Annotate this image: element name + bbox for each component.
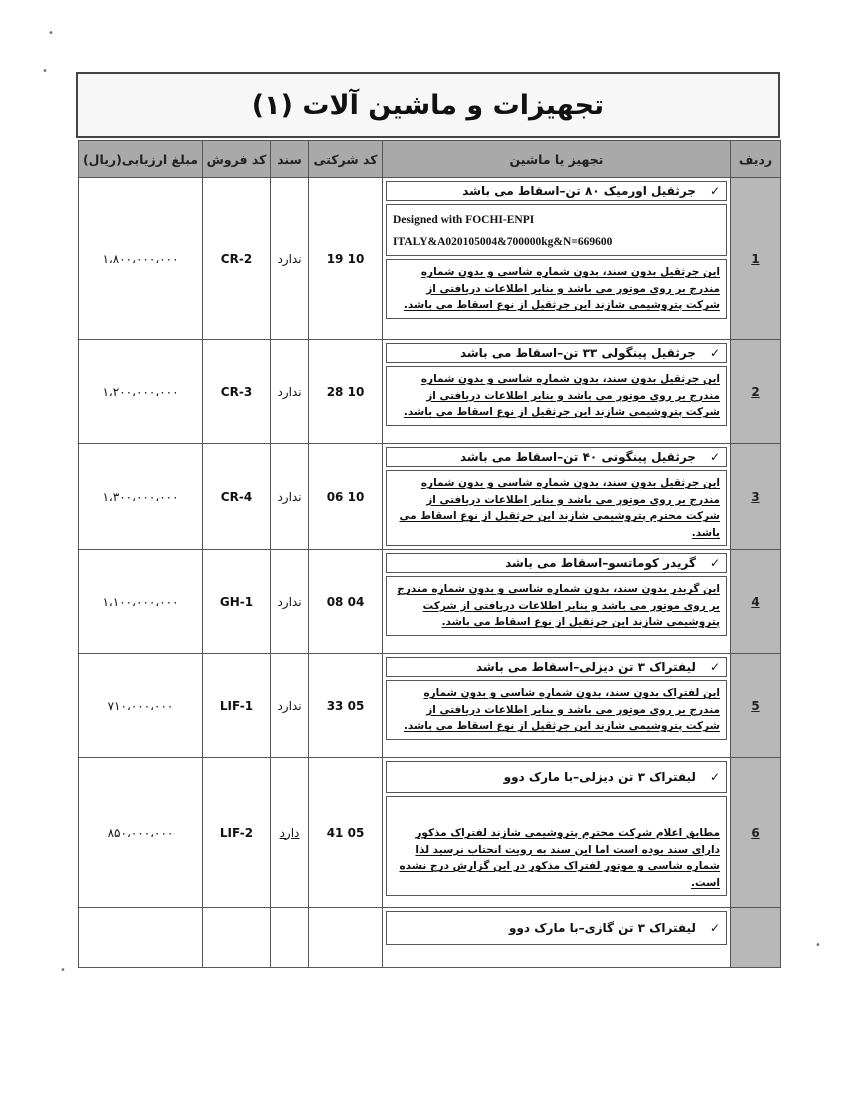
valuation-amount: ۱،۲۰۰،۰۰۰،۰۰۰ [79,340,203,444]
row-number [731,908,781,968]
scan-speck: • [42,66,48,77]
table-row [79,444,781,550]
equipment-title [386,343,727,363]
document-status [271,758,309,908]
check-mark-icon: ✓ [709,770,720,784]
equipment-cell [383,444,731,550]
equipment-english-note: Designed with FOCHI-ENPI ITALY&A020105004&700000kg&N=669600 [386,204,727,256]
equipment-title-text: جرثقیل اورمیک ۸۰ تن–اسقاط می باشد [462,184,696,198]
company-code: 05 33 [309,654,383,758]
header-document: سند [271,141,309,178]
table-header-row [79,141,781,178]
company-code: 10 19 [309,178,383,340]
row-number: 2 [731,340,781,444]
valuation-amount [79,908,203,968]
document-status-text: دارد [279,825,300,840]
sale-code: GH-1 [203,550,271,654]
table-row [79,550,781,654]
company-code: 04 08 [309,550,383,654]
check-mark-icon: ✓ [709,921,720,935]
check-mark-icon: ✓ [709,556,720,570]
equipment-description: این جرثقیل بدون سند، بدون شماره شاسی و بدون شماره مندرج بر روی موتور می باشد و بنابر اطلاعات دریافتی از شرکت پتروشیمی شازند این جرثقیل از نوع اسقاط می باشد. [386,366,727,426]
document-status: ندارد [271,444,309,550]
row-number: 6 [731,758,781,908]
sale-code: CR-3 [203,340,271,444]
document-title-box [76,72,780,138]
header-equipment: تجهیز یا ماشین [383,141,731,178]
document-title: تجهیزات و ماشین آلات (۱) [251,89,605,121]
company-code [309,908,383,968]
valuation-amount: ۷۱۰،۰۰۰،۰۰۰ [79,654,203,758]
equipment-title-text: لیفتراک ۳ تن دیزلی–با مارک دوو [503,770,696,784]
document-status: ندارد [271,654,309,758]
header-valuation: مبلغ ارزیابی(ریال) [79,141,203,178]
table-row [79,908,781,968]
equipment-title [386,657,727,677]
scan-speck: • [60,965,66,976]
document-status: ندارد [271,178,309,340]
check-mark-icon: ✓ [709,184,720,198]
sale-code: CR-2 [203,178,271,340]
check-mark-icon: ✓ [709,660,720,674]
header-sale-code: کد فروش [203,141,271,178]
check-mark-icon: ✓ [709,450,720,464]
equipment-title-text: لیفتراک ۳ تن دیزلی–اسقاط می باشد [476,660,696,674]
sale-code: LIF-1 [203,654,271,758]
check-mark-icon: ✓ [709,346,720,360]
equipment-title-text: لیفتراک ۳ تن گازی–با مارک دوو [509,921,696,935]
scan-speck: • [48,28,54,39]
equipment-title [386,911,727,945]
equipment-description: این لفتراک بدون سند، بدون شماره شاسی و بدون شماره مندرج بر روی موتور می باشد و بنابر اطلاعات دریافتی از شرکت پتروشیمی شازند این جرثقیل از نوع اسقاط می باشد. [386,680,727,740]
equipment-title-text: جرثقیل پینگولی ۳۳ تن–اسقاط می باشد [459,346,696,360]
equipment-description: مطابق اعلام شرکت محترم پتروشیمی شازند لفتراک مذکور دارای سند بوده است اما این سند به رویت انحتاب نرسید لذا شماره شاسی و موتور لفتراک مذکور در این گزارش درج نشده است. [386,796,727,896]
row-number: 5 [731,654,781,758]
equipment-table [78,140,781,968]
row-number: 3 [731,444,781,550]
equipment-description: این جرثقیل بدون سند، بدون شماره شاسی و بدون شماره مندرج بر روی موتور می باشد و بنابر اطلاعات دریافتی از شرکت پتروشیمی شازند این جرثقیل از نوع اسقاط می باشد. [386,259,727,319]
equipment-cell [383,178,731,340]
document-status: ندارد [271,550,309,654]
equipment-description: این جرثقیل بدون سند، بدون شماره شاسی و بدون شماره مندرج بر روی موتور می باشد و بنابر اطلاعات دریافتی از شرکت محترم پتروشیمی شازند این جرثقیل از نوع اسقاط می باشد. [386,470,727,546]
valuation-amount: ۱،۳۰۰،۰۰۰،۰۰۰ [79,444,203,550]
valuation-amount: ۱،۱۰۰،۰۰۰،۰۰۰ [79,550,203,654]
equipment-cell [383,908,731,968]
table-row [79,340,781,444]
equipment-title [386,761,727,793]
equipment-title [386,553,727,573]
equipment-cell [383,340,731,444]
company-code: 10 06 [309,444,383,550]
equipment-cell [383,654,731,758]
equipment-cell [383,758,731,908]
equipment-title [386,181,727,201]
sale-code [203,908,271,968]
company-code: 10 28 [309,340,383,444]
header-company-code: کد شرکتی [309,141,383,178]
table-row [79,758,781,908]
row-number: 4 [731,550,781,654]
valuation-amount: ۱،۸۰۰،۰۰۰،۰۰۰ [79,178,203,340]
sale-code: LIF-2 [203,758,271,908]
equipment-title-text: گریدر کوماتسو–اسقاط می باشد [505,556,696,570]
equipment-cell [383,550,731,654]
table-row [79,178,781,340]
header-row-number: ردیف [731,141,781,178]
company-code: 05 41 [309,758,383,908]
table-row [79,654,781,758]
equipment-title-text: جرثقیل پینگونی ۴۰ تن–اسقاط می باشد [459,450,696,464]
scan-speck: • [815,940,821,951]
equipment-title [386,447,727,467]
row-number: 1 [731,178,781,340]
document-status [271,908,309,968]
document-status: ندارد [271,340,309,444]
sale-code: CR-4 [203,444,271,550]
valuation-amount: ۸۵۰،۰۰۰،۰۰۰ [79,758,203,908]
equipment-description: این گریدر بدون سند، بدون شماره شاسی و بدون شماره مندرج بر روی موتور می باشد و بنابر اطلاعات دریافتی از شرکت پتروشیمی شازند این جرثقیل از نوع اسقاط می باشد. [386,576,727,636]
